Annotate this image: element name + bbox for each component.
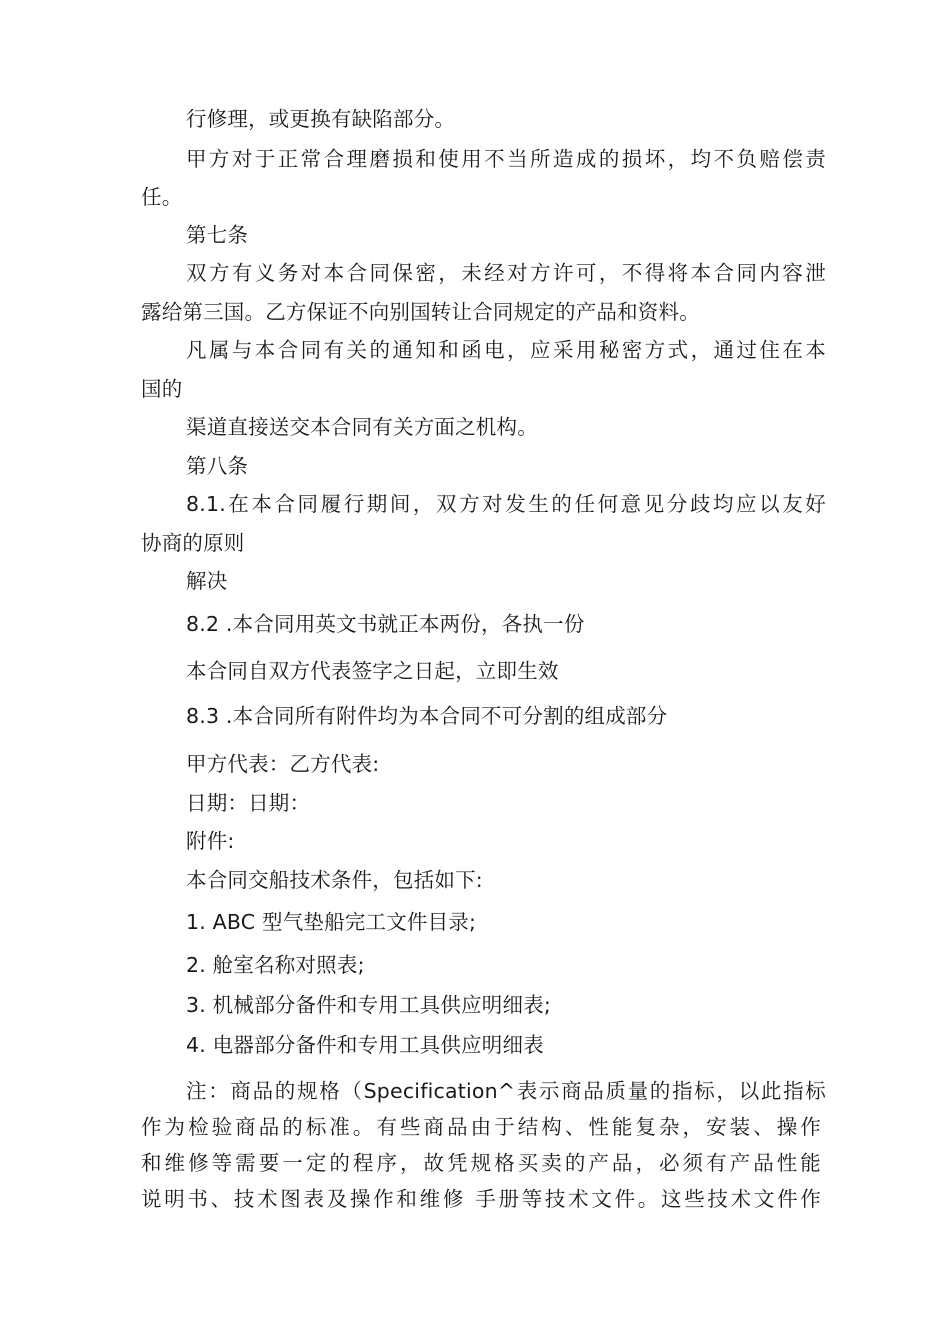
- paragraph-line: 行修理，或更换有缺陷部分。: [186, 107, 456, 131]
- paragraph-line: 8.2 .本合同用英文书就正本两份，各执一份: [186, 612, 585, 636]
- paragraph-line: 8.1.在本合同履行期间，双方对发生的任何意见分歧均应以友好: [186, 492, 826, 516]
- paragraph-line: 双方有义务对本合同保密，未经对方许可，不得将本合同内容泄: [186, 261, 826, 285]
- list-item: 3. 机械部分备件和专用工具供应明细表;: [186, 993, 551, 1017]
- article-heading: 第七条: [186, 223, 249, 247]
- list-item: 4. 电器部分备件和专用工具供应明细表: [186, 1033, 544, 1057]
- signature-line: 甲方代表：乙方代表:: [186, 752, 380, 776]
- note-line: 注：商品的规格（Specification^表示商品质量的指标，以此指标: [186, 1079, 826, 1103]
- paragraph-line: 解决: [186, 569, 228, 593]
- note-line: 说明书、技术图表及操作和维修 手册等技术文件。这些技术文件作: [141, 1187, 821, 1211]
- article-heading: 第八条: [186, 454, 249, 478]
- paragraph-line: 协商的原则: [141, 531, 245, 555]
- paragraph-line: 凡属与本合同有关的通知和函电，应采用秘密方式，通过住在本: [186, 338, 826, 362]
- paragraph-line: 任。: [141, 185, 183, 209]
- paragraph-line: 本合同交船技术条件，包括如下:: [186, 868, 483, 892]
- paragraph-line: 本合同自双方代表签字之日起，立即生效: [186, 659, 559, 683]
- list-item: 1. ABC 型气垫船完工文件目录;: [186, 910, 477, 934]
- attachment-heading: 附件:: [186, 829, 235, 853]
- paragraph-line: 渠道直接送交本合同有关方面之机构。: [186, 415, 538, 439]
- paragraph-line: 甲方对于正常合理磨损和使用不当所造成的损坏，均不负赔偿责: [186, 147, 826, 171]
- note-line: 和维修等需要一定的程序，故凭规格买卖的产品，必须有产品性能: [141, 1151, 821, 1175]
- paragraph-line: 国的: [141, 377, 183, 401]
- list-item: 2. 舱室名称对照表;: [186, 953, 365, 977]
- note-line: 作为检验商品的标准。有些商品由于结构、性能复杂，安装、操作: [141, 1115, 821, 1139]
- date-line: 日期：日期：: [186, 791, 311, 815]
- paragraph-line: 露给第三国。乙方保证不向别国转让合同规定的产品和资料。: [141, 300, 700, 324]
- paragraph-line: 8.3 .本合同所有附件均为本合同不可分割的组成部分: [186, 704, 668, 728]
